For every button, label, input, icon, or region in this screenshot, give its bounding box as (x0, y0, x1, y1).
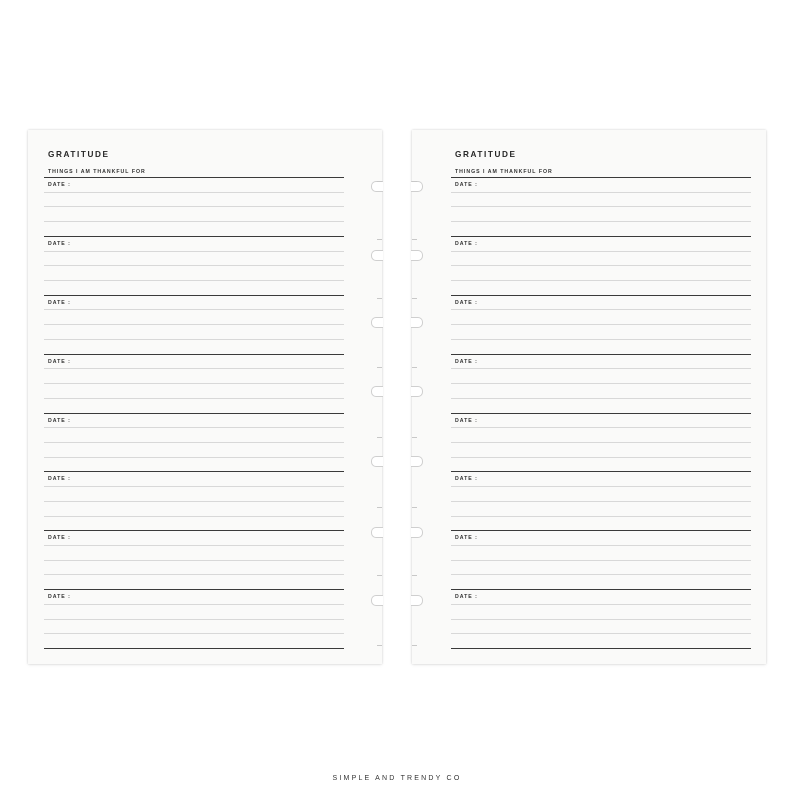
planner-page-left (28, 130, 382, 664)
writing-line (44, 501, 344, 502)
binding-punch (371, 527, 383, 538)
page-title: GRATITUDE (455, 150, 517, 159)
writing-line (44, 309, 344, 310)
gratitude-entry (451, 589, 751, 648)
entry-divider (44, 354, 344, 355)
entry-divider (451, 648, 751, 649)
writing-line (451, 192, 751, 193)
entry-divider (44, 295, 344, 296)
entry-divider (451, 530, 751, 531)
entry-divider (451, 354, 751, 355)
writing-line (451, 368, 751, 369)
writing-line (451, 251, 751, 252)
writing-line (451, 221, 751, 222)
binding-punch (411, 456, 423, 467)
writing-line (451, 604, 751, 605)
tab-edge-mark (377, 181, 382, 182)
binding-punch (411, 595, 423, 606)
writing-line (44, 221, 344, 222)
tab-edge-mark (377, 575, 382, 576)
gratitude-entry (44, 530, 344, 589)
writing-line (451, 545, 751, 546)
writing-line (44, 339, 344, 340)
date-label: DATE : (48, 535, 71, 542)
tab-edge-mark (412, 507, 417, 508)
writing-line (44, 383, 344, 384)
date-label: DATE : (48, 182, 71, 188)
binding-punch (371, 317, 383, 328)
writing-line (451, 486, 751, 487)
entry-divider (44, 530, 344, 531)
writing-line (451, 516, 751, 517)
date-label: DATE : (455, 299, 478, 306)
date-label: DATE : (455, 240, 478, 247)
gratitude-entry (44, 354, 344, 413)
gratitude-entry (44, 413, 344, 472)
writing-line (451, 206, 751, 207)
date-label: DATE : (455, 476, 478, 483)
entry-divider (451, 589, 751, 590)
binding-punch (411, 527, 423, 538)
entry-divider (451, 236, 751, 237)
tab-edge-mark (412, 298, 417, 299)
date-label: DATE : (455, 594, 478, 601)
writing-line (451, 280, 751, 281)
tab-edge-mark (377, 437, 382, 438)
entry-divider (44, 589, 344, 590)
writing-line (44, 368, 344, 369)
writing-line (44, 545, 344, 546)
brand-footer: SIMPLE AND TRENDY CO (332, 775, 462, 782)
writing-line (451, 309, 751, 310)
tab-edge-mark (377, 239, 382, 240)
date-label: DATE : (455, 417, 478, 424)
tab-edge-mark (377, 298, 382, 299)
binding-punch (371, 456, 383, 467)
date-label: DATE : (48, 358, 71, 365)
entry-list (451, 177, 751, 648)
date-label: DATE : (48, 476, 71, 483)
binding-punch (411, 250, 423, 261)
gratitude-entry (44, 236, 344, 295)
gratitude-entry (44, 177, 344, 236)
date-label: DATE : (455, 182, 478, 188)
writing-line (451, 383, 751, 384)
gratitude-entry (451, 177, 751, 236)
writing-line (451, 265, 751, 266)
date-label: DATE : (455, 358, 478, 365)
writing-line (44, 280, 344, 281)
writing-line (451, 442, 751, 443)
writing-line (44, 324, 344, 325)
tab-edge-mark (412, 437, 417, 438)
date-label: DATE : (48, 240, 71, 247)
gratitude-entry (44, 589, 344, 648)
binding-punch (411, 386, 423, 397)
gratitude-entry (451, 295, 751, 354)
writing-line (44, 619, 344, 620)
writing-line (451, 619, 751, 620)
tab-edge-mark (412, 575, 417, 576)
writing-line (44, 604, 344, 605)
page-title: GRATITUDE (48, 150, 110, 159)
gratitude-entry (451, 530, 751, 589)
tab-edge-mark (412, 239, 417, 240)
tab-edge-mark (412, 181, 417, 182)
writing-line (451, 633, 751, 634)
date-label: DATE : (455, 535, 478, 542)
gratitude-entry (44, 471, 344, 530)
entry-divider (44, 177, 344, 178)
binding-punch (371, 250, 383, 261)
writing-line (451, 560, 751, 561)
gratitude-entry (44, 295, 344, 354)
writing-line (44, 560, 344, 561)
entry-divider (451, 471, 751, 472)
binding-punch (371, 595, 383, 606)
gratitude-entry (451, 471, 751, 530)
page-subtitle: THINGS I AM THANKFUL FOR (48, 169, 146, 175)
gratitude-entry (451, 236, 751, 295)
writing-line (44, 192, 344, 193)
tab-edge-mark (412, 645, 417, 646)
writing-line (44, 633, 344, 634)
writing-line (451, 324, 751, 325)
date-label: DATE : (48, 299, 71, 306)
tab-edge-mark (412, 367, 417, 368)
writing-line (44, 427, 344, 428)
gratitude-entry (451, 354, 751, 413)
tab-edge-mark (377, 645, 382, 646)
tab-edge-mark (377, 367, 382, 368)
binding-punch (411, 317, 423, 328)
writing-line (44, 206, 344, 207)
writing-line (451, 339, 751, 340)
planner-page-right (412, 130, 766, 664)
binding-punch (411, 181, 423, 192)
writing-line (44, 251, 344, 252)
date-label: DATE : (48, 417, 71, 424)
writing-line (44, 486, 344, 487)
writing-line (44, 442, 344, 443)
entry-divider (44, 413, 344, 414)
binding-punch (371, 386, 383, 397)
writing-line (44, 457, 344, 458)
writing-line (44, 574, 344, 575)
entry-list (44, 177, 344, 648)
entry-divider (451, 177, 751, 178)
writing-line (451, 501, 751, 502)
writing-line (44, 265, 344, 266)
page-subtitle: THINGS I AM THANKFUL FOR (455, 169, 553, 175)
writing-line (44, 516, 344, 517)
entry-divider (44, 471, 344, 472)
binding-punch (371, 181, 383, 192)
date-label: DATE : (48, 594, 71, 601)
entry-divider (451, 295, 751, 296)
entry-divider (44, 648, 344, 649)
writing-line (451, 457, 751, 458)
writing-line (451, 427, 751, 428)
writing-line (451, 398, 751, 399)
gratitude-entry (451, 413, 751, 472)
writing-line (451, 574, 751, 575)
entry-divider (44, 236, 344, 237)
entry-divider (451, 413, 751, 414)
tab-edge-mark (377, 507, 382, 508)
writing-line (44, 398, 344, 399)
